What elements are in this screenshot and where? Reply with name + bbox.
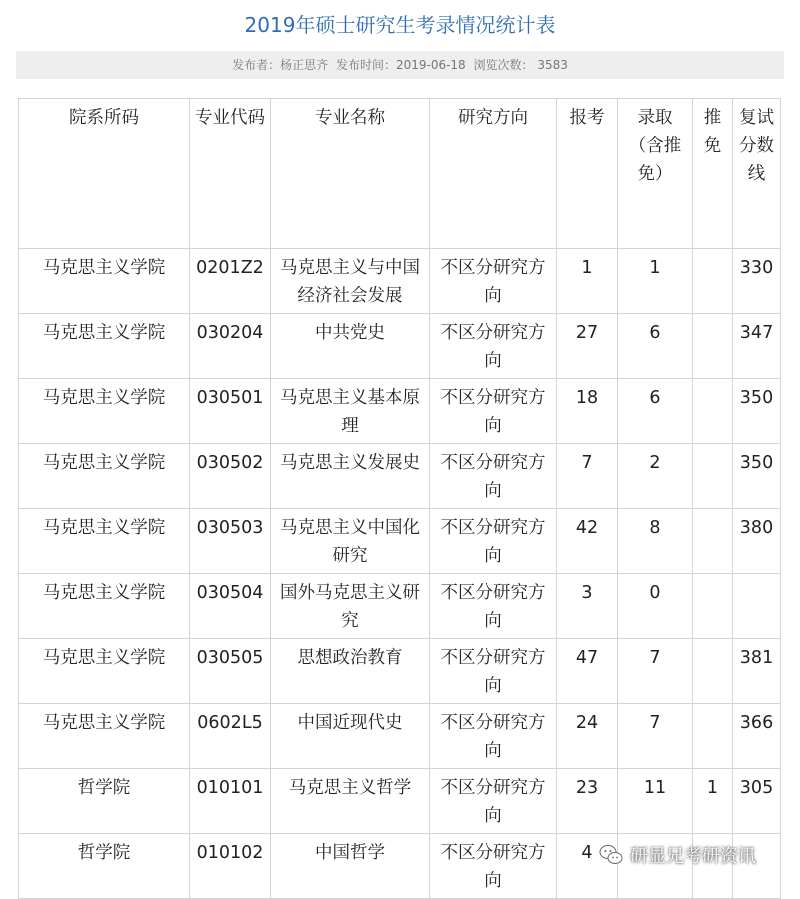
table-row xyxy=(19,249,781,314)
header-major-code: 专业代码 xyxy=(190,99,271,249)
cell-recommended xyxy=(693,444,733,509)
cell-recommended: 1 xyxy=(693,769,733,834)
header-recommended: 推免 xyxy=(693,99,733,249)
view-count-text: 浏览次数： 3583 xyxy=(473,58,568,72)
cell-applicants: 42 xyxy=(557,509,618,574)
cell-cutoff: 381 xyxy=(733,639,781,704)
cell-cutoff: 347 xyxy=(733,314,781,379)
cell-dept: 哲学院 xyxy=(19,834,190,899)
cell-recommended xyxy=(693,509,733,574)
cell-applicants: 7 xyxy=(557,444,618,509)
header-dept-code: 院系所码 xyxy=(19,99,190,249)
cell-recommended xyxy=(693,639,733,704)
cell-direction: 不区分研究方向 xyxy=(430,574,557,639)
publisher-text: 发布者：杨正思齐 xyxy=(232,58,329,72)
cell-major-name: 中国近现代史 xyxy=(271,704,430,769)
cell-major-code: 030501 xyxy=(190,379,271,444)
cell-applicants: 18 xyxy=(557,379,618,444)
cell-applicants: 1 xyxy=(557,249,618,314)
cell-admitted: 6 xyxy=(618,314,693,379)
cell-cutoff xyxy=(733,574,781,639)
cell-admitted: 7 xyxy=(618,639,693,704)
cell-direction: 不区分研究方向 xyxy=(430,314,557,379)
cell-major-code: 030502 xyxy=(190,444,271,509)
cell-dept: 马克思主义学院 xyxy=(19,444,190,509)
header-admitted: 录取（含推免） xyxy=(618,99,693,249)
table-row xyxy=(19,444,781,509)
cell-admitted: 11 xyxy=(618,769,693,834)
cell-admitted: 2 xyxy=(618,444,693,509)
admission-stats-table xyxy=(18,98,781,899)
cell-cutoff: 350 xyxy=(733,444,781,509)
cell-applicants: 3 xyxy=(557,574,618,639)
cell-direction: 不区分研究方向 xyxy=(430,704,557,769)
cell-major-name: 中国哲学 xyxy=(271,834,430,899)
publish-time-text: 发布时间：2019-06-18 xyxy=(335,58,466,72)
table-row xyxy=(19,314,781,379)
cell-dept: 哲学院 xyxy=(19,769,190,834)
cell-major-name: 马克思主义与中国经济社会发展 xyxy=(271,249,430,314)
cell-direction: 不区分研究方向 xyxy=(430,444,557,509)
cell-direction: 不区分研究方向 xyxy=(430,509,557,574)
cell-dept: 马克思主义学院 xyxy=(19,379,190,444)
cell-admitted: 0 xyxy=(618,574,693,639)
page-title: 2019年硕士研究生考录情况统计表 xyxy=(244,13,556,37)
cell-major-code: 030505 xyxy=(190,639,271,704)
cell-admitted: 8 xyxy=(618,509,693,574)
cell-major-code: 030204 xyxy=(190,314,271,379)
cell-major-name: 思想政治教育 xyxy=(271,639,430,704)
cell-major-name: 马克思主义哲学 xyxy=(271,769,430,834)
cell-cutoff: 330 xyxy=(733,249,781,314)
cell-dept: 马克思主义学院 xyxy=(19,574,190,639)
cell-major-code: 010102 xyxy=(190,834,271,899)
cell-major-code: 030504 xyxy=(190,574,271,639)
cell-admitted xyxy=(618,834,693,899)
cell-major-name: 中共党史 xyxy=(271,314,430,379)
cell-direction: 不区分研究方向 xyxy=(430,834,557,899)
cell-cutoff: 366 xyxy=(733,704,781,769)
cell-applicants: 24 xyxy=(557,704,618,769)
cell-major-name: 马克思主义基本原理 xyxy=(271,379,430,444)
table-header-row xyxy=(19,99,781,249)
cell-major-name: 马克思主义中国化研究 xyxy=(271,509,430,574)
cell-direction: 不区分研究方向 xyxy=(430,639,557,704)
cell-recommended xyxy=(693,574,733,639)
header-major-name: 专业名称 xyxy=(271,99,430,249)
cell-dept: 马克思主义学院 xyxy=(19,639,190,704)
cell-applicants: 47 xyxy=(557,639,618,704)
table-row xyxy=(19,509,781,574)
cell-major-code: 0201Z2 xyxy=(190,249,271,314)
cell-major-code: 0602L5 xyxy=(190,704,271,769)
table-row xyxy=(19,639,781,704)
cell-dept: 马克思主义学院 xyxy=(19,249,190,314)
cell-admitted: 6 xyxy=(618,379,693,444)
table-row xyxy=(19,574,781,639)
cell-direction: 不区分研究方向 xyxy=(430,379,557,444)
cell-major-code: 030503 xyxy=(190,509,271,574)
cell-dept: 马克思主义学院 xyxy=(19,704,190,769)
cell-major-name: 马克思主义发展史 xyxy=(271,444,430,509)
table-row xyxy=(19,704,781,769)
cell-applicants: 23 xyxy=(557,769,618,834)
cell-applicants: 4 xyxy=(557,834,618,899)
cell-recommended xyxy=(693,379,733,444)
cell-cutoff: 350 xyxy=(733,379,781,444)
cell-cutoff: 380 xyxy=(733,509,781,574)
cell-direction: 不区分研究方向 xyxy=(430,249,557,314)
table-row xyxy=(19,379,781,444)
cell-admitted: 1 xyxy=(618,249,693,314)
cell-direction: 不区分研究方向 xyxy=(430,769,557,834)
cell-recommended xyxy=(693,249,733,314)
cell-recommended xyxy=(693,314,733,379)
header-cutoff-score: 复试分数线 xyxy=(733,99,781,249)
article-meta-bar xyxy=(16,51,784,79)
cell-major-name: 国外马克思主义研究 xyxy=(271,574,430,639)
cell-dept: 马克思主义学院 xyxy=(19,509,190,574)
cell-recommended xyxy=(693,704,733,769)
table-row xyxy=(19,769,781,834)
table-row xyxy=(19,834,781,899)
cell-recommended xyxy=(693,834,733,899)
cell-dept: 马克思主义学院 xyxy=(19,314,190,379)
header-research-direction: 研究方向 xyxy=(430,99,557,249)
cell-major-code: 010101 xyxy=(190,769,271,834)
cell-admitted: 7 xyxy=(618,704,693,769)
cell-cutoff: 305 xyxy=(733,769,781,834)
cell-cutoff xyxy=(733,834,781,899)
cell-applicants: 27 xyxy=(557,314,618,379)
header-applicants: 报考 xyxy=(557,99,618,249)
watermark-text: 研显兄考研资讯 xyxy=(630,846,756,867)
